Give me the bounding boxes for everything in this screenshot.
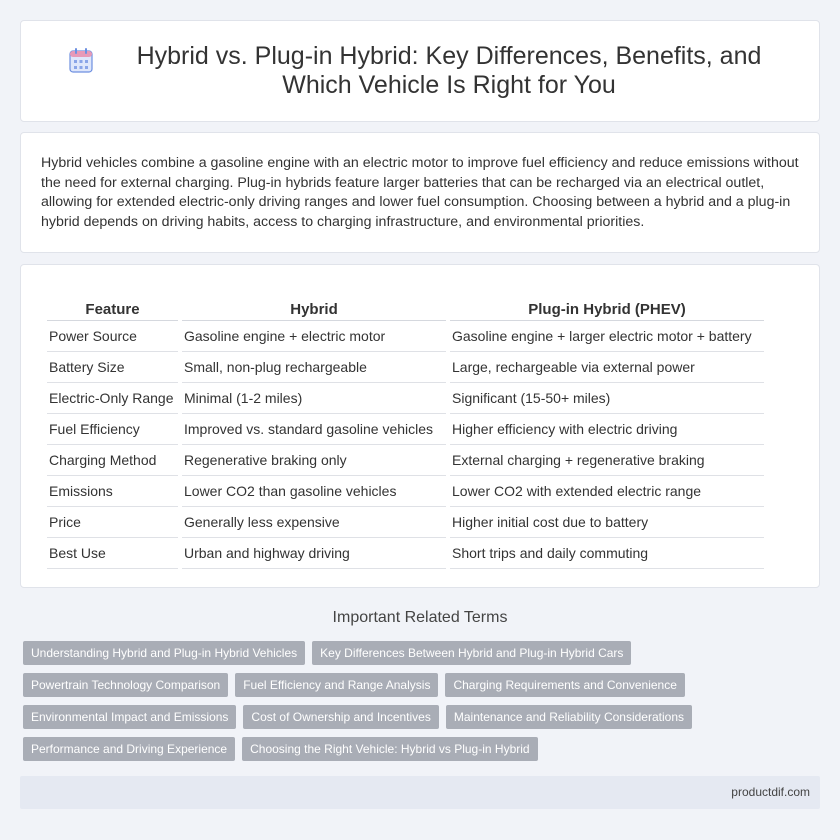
column-header-hybrid: Hybrid xyxy=(182,295,446,321)
related-terms-title: Important Related Terms xyxy=(332,609,508,626)
table-cell: Higher initial cost due to battery xyxy=(450,507,764,538)
table-header-row xyxy=(47,295,764,321)
related-term-tag[interactable]: Key Differences Between Hybrid and Plug-in Hybrid Cars xyxy=(312,641,631,665)
related-term-tag[interactable]: Powertrain Technology Comparison xyxy=(23,673,228,697)
related-term-tag[interactable]: Choosing the Right Vehicle: Hybrid vs Plug-in Hybrid xyxy=(242,737,537,761)
table-row xyxy=(47,414,764,445)
table-cell: Best Use xyxy=(47,538,178,569)
related-term-tag[interactable]: Fuel Efficiency and Range Analysis xyxy=(235,673,438,697)
related-term-tag[interactable]: Cost of Ownership and Incentives xyxy=(243,705,438,729)
footer-site-link[interactable]: productdif.com xyxy=(731,785,810,799)
column-header-feature: Feature xyxy=(47,295,178,321)
table-cell: Gasoline engine + electric motor xyxy=(182,321,446,352)
intro-card xyxy=(20,132,820,253)
title-wrap xyxy=(81,21,779,121)
table-cell: Urban and highway driving xyxy=(182,538,446,569)
table-cell: Emissions xyxy=(47,476,178,507)
header-card xyxy=(20,20,820,122)
table-cell: Minimal (1-2 miles) xyxy=(182,383,446,414)
tag-row xyxy=(23,737,813,761)
related-term-tag[interactable]: Performance and Driving Experience xyxy=(23,737,235,761)
table-cell: Fuel Efficiency xyxy=(47,414,178,445)
table-row xyxy=(47,476,764,507)
table-row xyxy=(47,321,764,352)
table-cell: Lower CO2 than gasoline vehicles xyxy=(182,476,446,507)
intro-paragraph: Hybrid vehicles combine a gasoline engine with an electric motor to improve fuel efficiency and reduce emissions without the need for external charging. Plug-in hybrids feature larger batteries that can be recharged via an electrical outlet, allowing for extended electric-only driving ranges and lower fuel consumption. Choosing between a hybrid and a plug-in hybrid depends on driving habits, access to charging infrastructure, and environmental priorities. xyxy=(41,155,799,230)
tag-row xyxy=(23,673,813,697)
table-row xyxy=(47,507,764,538)
table-row xyxy=(47,383,764,414)
table-cell: Higher efficiency with electric driving xyxy=(450,414,764,445)
table-cell: Generally less expensive xyxy=(182,507,446,538)
table-cell: Significant (15-50+ miles) xyxy=(450,383,764,414)
related-term-tag[interactable]: Understanding Hybrid and Plug-in Hybrid Vehicles xyxy=(23,641,305,665)
table-cell: Improved vs. standard gasoline vehicles xyxy=(182,414,446,445)
comparison-card xyxy=(20,264,820,588)
related-term-tag[interactable]: Charging Requirements and Convenience xyxy=(445,673,684,697)
footer xyxy=(20,776,820,809)
table-cell: Small, non-plug rechargeable xyxy=(182,352,446,383)
related-terms-list xyxy=(23,641,813,769)
table-cell: Electric-Only Range xyxy=(47,383,178,414)
table-cell: Price xyxy=(47,507,178,538)
column-header-phev: Plug-in Hybrid (PHEV) xyxy=(450,295,764,321)
table-cell: Charging Method xyxy=(47,445,178,476)
table-cell: Power Source xyxy=(47,321,178,352)
table-cell: Lower CO2 with extended electric range xyxy=(450,476,764,507)
table-row xyxy=(47,352,764,383)
table-row xyxy=(47,538,764,569)
related-term-tag[interactable]: Environmental Impact and Emissions xyxy=(23,705,236,729)
page-title: Hybrid vs. Plug-in Hybrid: Key Differences, Benefits, and Which Vehicle Is Right for You xyxy=(136,42,762,99)
table-cell: Large, rechargeable via external power xyxy=(450,352,764,383)
table-cell: Gasoline engine + larger electric motor + battery xyxy=(450,321,764,352)
table-cell: External charging + regenerative braking xyxy=(450,445,764,476)
related-term-tag[interactable]: Maintenance and Reliability Considerations xyxy=(446,705,692,729)
comparison-table xyxy=(43,295,768,569)
tag-row xyxy=(23,641,813,665)
table-cell: Short trips and daily commuting xyxy=(450,538,764,569)
table-row xyxy=(47,445,764,476)
tag-row xyxy=(23,705,813,729)
table-cell: Battery Size xyxy=(47,352,178,383)
table-cell: Regenerative braking only xyxy=(182,445,446,476)
